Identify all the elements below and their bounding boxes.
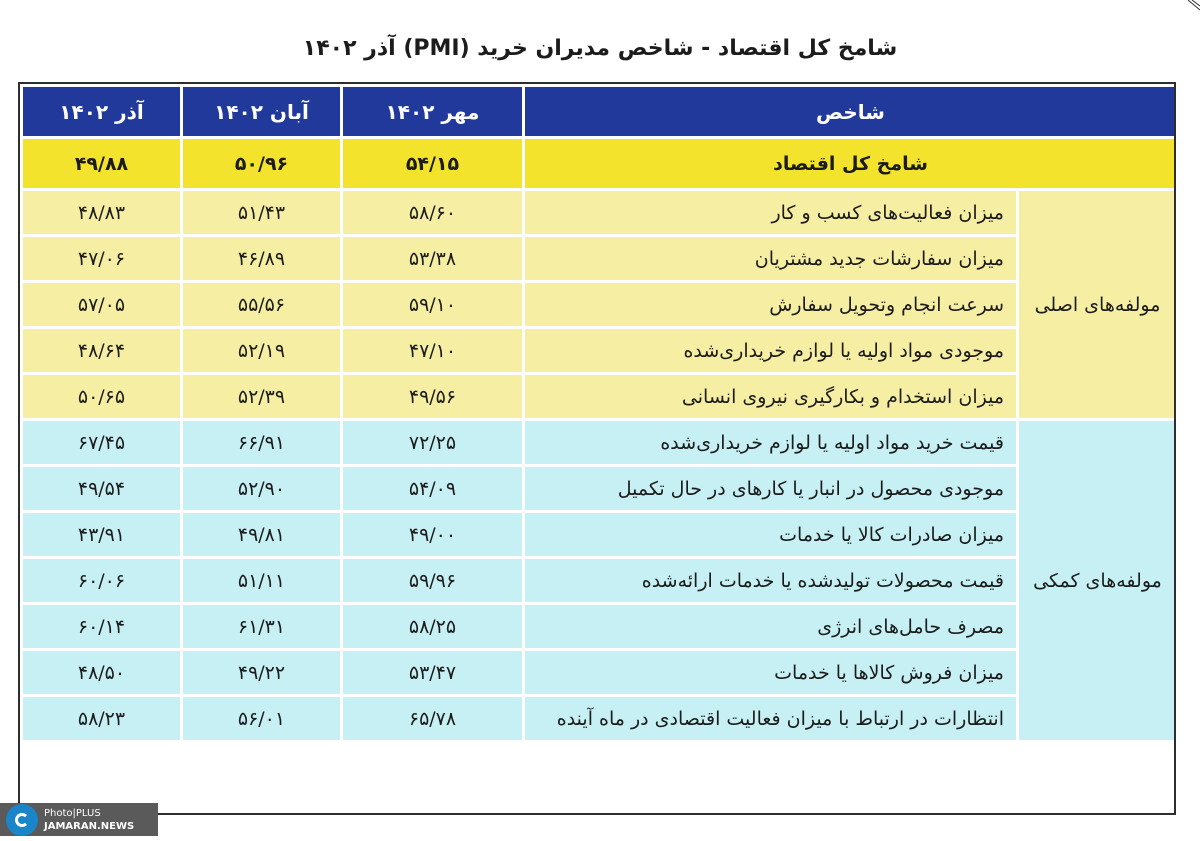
row-value: ۵۲/۳۹ [182,374,342,420]
row-value: ۵۸/۲۳ [22,696,182,742]
watermark-line1: Photo|PLUS [44,807,101,819]
row-value: ۷۲/۲۵ [342,420,524,466]
header-month: مهر ۱۴۰۲ [342,86,524,138]
row-value: ۵۹/۱۰ [342,282,524,328]
row-value: ۵۲/۱۹ [182,328,342,374]
table-row [22,328,1178,374]
row-value: ۴۷/۰۶ [22,236,182,282]
table-header-row [22,86,1178,138]
row-value: ۵۱/۴۳ [182,190,342,236]
table-row [22,282,1178,328]
table-row [22,374,1178,420]
row-value: ۴۳/۹۱ [22,512,182,558]
row-value: ۵۸/۲۵ [342,604,524,650]
row-label: میزان صادرات کالا یا خدمات [524,512,1018,558]
page-title: شامخ کل اقتصاد - شاخص مدیران خرید (PMI) آذر ۱۴۰۲ [302,36,898,61]
row-value: ۶۱/۳۱ [182,604,342,650]
row-value: ۴۹/۰۰ [342,512,524,558]
watermark [0,803,158,836]
row-label: میزان فعالیت‌های کسب و کار [524,190,1018,236]
header-indicator: شاخص [524,86,1178,138]
pmi-table [20,84,1179,743]
row-label: میزان سفارشات جدید مشتریان [524,236,1018,282]
row-value: ۵۶/۰۱ [182,696,342,742]
table-row [22,604,1178,650]
row-value: ۴۹/۸۱ [182,512,342,558]
row-label: قیمت خرید مواد اولیه یا لوازم خریداری‌شده [524,420,1018,466]
row-value: ۴۷/۱۰ [342,328,524,374]
table-row [22,466,1178,512]
row-value: ۵۹/۹۶ [342,558,524,604]
row-value: ۶۶/۹۱ [182,420,342,466]
watermark-line2: JAMARAN.NEWS [44,820,135,832]
row-value: ۵۷/۰۵ [22,282,182,328]
row-label: قیمت محصولات تولیدشده یا خدمات ارائه‌شده [524,558,1018,604]
group-label-aux: مولفه‌های کمکی [1018,420,1178,742]
table-row [22,512,1178,558]
row-label: میزان فروش کالاها یا خدمات [524,650,1018,696]
row-value: ۵۴/۰۹ [342,466,524,512]
row-value: ۶۰/۰۶ [22,558,182,604]
table-row [22,696,1178,742]
jamaran-logo-icon [6,804,38,836]
row-value: ۴۸/۵۰ [22,650,182,696]
row-value: ۵۳/۴۷ [342,650,524,696]
total-label: شامخ کل اقتصاد [524,138,1178,190]
row-value: ۴۹/۵۴ [22,466,182,512]
header-month: آذر ۱۴۰۲ [22,86,182,138]
row-value: ۶۰/۱۴ [22,604,182,650]
table-row [22,236,1178,282]
row-label: مصرف حامل‌های انرژی [524,604,1018,650]
table-row [22,558,1178,604]
corner-fold-icon [1186,0,1200,12]
row-label: انتظارات در ارتباط با میزان فعالیت اقتصادی در ماه آینده [524,696,1018,742]
row-value: ۵۱/۱۱ [182,558,342,604]
table-row [22,420,1178,466]
header-month: آبان ۱۴۰۲ [182,86,342,138]
row-value: ۶۷/۴۵ [22,420,182,466]
watermark-text [44,807,134,833]
row-value: ۴۶/۸۹ [182,236,342,282]
total-value: ۵۰/۹۶ [182,138,342,190]
row-value: ۴۹/۲۲ [182,650,342,696]
row-label: میزان استخدام و بکارگیری نیروی انسانی [524,374,1018,420]
row-value: ۴۸/۶۴ [22,328,182,374]
row-value: ۴۹/۵۶ [342,374,524,420]
total-value: ۴۹/۸۸ [22,138,182,190]
table-row [22,650,1178,696]
row-label: موجودی محصول در انبار یا کارهای در حال تکمیل [524,466,1018,512]
row-label: سرعت انجام وتحویل سفارش [524,282,1018,328]
row-value: ۴۸/۸۳ [22,190,182,236]
total-value: ۵۴/۱۵ [342,138,524,190]
row-value: ۵۸/۶۰ [342,190,524,236]
group-label-main: مولفه‌های اصلی [1018,190,1178,420]
total-row [22,138,1178,190]
row-value: ۵۲/۹۰ [182,466,342,512]
row-value: ۵۳/۳۸ [342,236,524,282]
row-value: ۵۰/۶۵ [22,374,182,420]
row-label: موجودی مواد اولیه یا لوازم خریداری‌شده [524,328,1018,374]
table-row [22,190,1178,236]
row-value: ۵۵/۵۶ [182,282,342,328]
row-value: ۶۵/۷۸ [342,696,524,742]
